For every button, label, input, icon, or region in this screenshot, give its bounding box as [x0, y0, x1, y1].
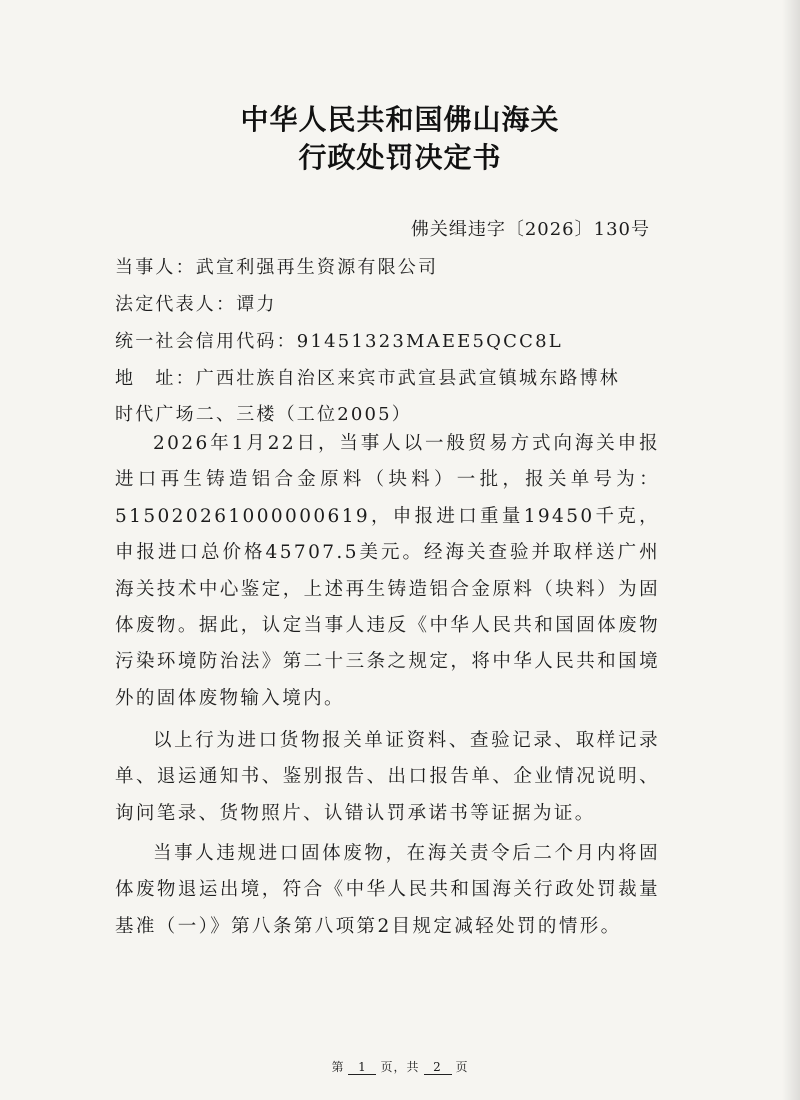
- footer-page-number: 1: [348, 1060, 376, 1075]
- document-title-line2: 行政处罚决定书: [298, 141, 502, 174]
- body-paragraph-evidence: 以上行为进口货物报关单证资料、查验记录、取样记录单、退运通知书、鉴别报告、出口报告单、企业情况说明、询问笔录、货物照片、认错认罚承诺书等证据为证。: [115, 730, 660, 824]
- party-name: 当事人：武宣利强再生资源有限公司: [115, 257, 439, 278]
- footer-total-pages: 2: [424, 1060, 452, 1075]
- document-number: 佛关缉违字〔2026〕130号: [410, 219, 650, 240]
- address-line2: 时代广场二、三楼（工位2005）: [115, 404, 413, 425]
- page-footer: [0, 1058, 800, 1075]
- body-paragraph-facts: 2026年1月22日，当事人以一般贸易方式向海关申报进口再生铸造铝合金原料（块料）一批，报关单号为：515020261000000619，申报进口重量19450千克，申报进口总价格45707.5美元。经海关查验并取样送广州海关技术中心鉴定，上述再生铸造铝合金原料（块料）为固体废物。据此，认定当事人违反《中华人民共和国固体废物污染环境防治法》第二十三条之规定，将中华人民共和国境外的固体废物输入境内。: [115, 433, 660, 709]
- footer-middle: 页，共: [380, 1060, 420, 1074]
- legal-representative: 法定代表人：谭力: [115, 294, 277, 315]
- document-title-line1: 中华人民共和国佛山海关: [240, 103, 560, 136]
- footer-prefix: 第: [331, 1060, 345, 1074]
- credit-code: 统一社会信用代码：91451323MAEE5QCC8L: [115, 331, 563, 352]
- address-line1: 地 址：广西壮族自治区来宾市武宣县武宣镇城东路博林: [115, 368, 620, 389]
- footer-suffix: 页: [455, 1060, 469, 1074]
- body-paragraph-mitigation: 当事人违规进口固体废物，在海关责令后二个月内将固体废物退运出境，符合《中华人民共和国海关行政处罚裁量基准（一）》第八条第八项第2目规定减轻处罚的情形。: [115, 843, 660, 937]
